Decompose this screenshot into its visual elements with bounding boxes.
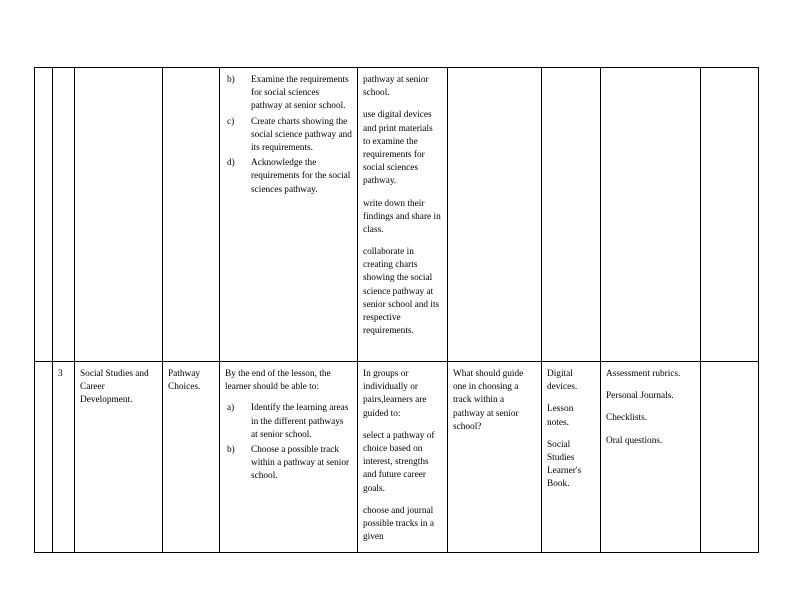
paragraph: Oral questions. — [606, 435, 663, 446]
paragraph: Digital devices. — [547, 369, 578, 393]
paragraph: Assessment rubrics. — [606, 369, 681, 379]
paragraph: select a pathway of choice based on interest, strengths and future career goals. — [363, 430, 435, 494]
list-item-text: Examine the requirements for social sciences pathway at senior school. — [251, 75, 349, 112]
list-item-marker: b) — [227, 75, 235, 85]
learning-outcomes-lead: By the end of the lesson, the learner should be able to: — [225, 369, 331, 393]
cell-learning-resources — [542, 362, 601, 553]
learning-outcomes-list — [225, 402, 352, 483]
paragraph: pathway at senior school. — [363, 75, 429, 99]
table-row — [35, 68, 759, 362]
cell-reflection — [701, 68, 759, 362]
cell-learning-outcomes — [220, 68, 358, 362]
list-item-marker: b) — [227, 444, 235, 455]
scheme-of-work-table — [34, 67, 759, 553]
paragraph: In groups or individually or pairs,learners are guided to: — [363, 369, 427, 419]
cell-assessment-methods — [601, 68, 701, 362]
paragraph: Personal Journals. — [606, 391, 674, 402]
list-item — [225, 74, 352, 114]
paragraph: collaborate in creating charts showing the social science pathway at senior school and its respective requirements. — [363, 247, 440, 337]
scheme-of-work-table-wrapper — [34, 67, 758, 553]
cell-assessment-methods — [601, 362, 701, 553]
list-item-marker: c) — [227, 116, 235, 127]
list-item-text: Create charts showing the social science pathway and its requirements. — [251, 116, 352, 153]
cell-week — [35, 68, 53, 362]
paragraph: use digital devices and print materials to examine the requirements for social sciences pathway. — [363, 110, 433, 187]
list-item — [225, 444, 352, 484]
list-item — [225, 116, 352, 156]
paragraph: Social Studies Learner's Book. — [547, 439, 582, 490]
cell-lesson-number — [53, 68, 75, 362]
cell-learning-outcomes — [220, 362, 358, 553]
paragraph: Checklists. — [606, 413, 648, 424]
cell-learning-resources — [542, 68, 601, 362]
list-item-marker: d) — [227, 158, 235, 169]
cell-learning-experiences — [358, 68, 448, 362]
cell-strand: Social Studies and Career Development. — [75, 362, 163, 553]
cell-learning-experiences — [358, 362, 448, 553]
cell-reflection — [701, 362, 759, 553]
cell-week — [35, 362, 53, 553]
list-item-text: Choose a possible track within a pathway at senior school. — [251, 444, 350, 482]
paragraph: write down their findings and share in class. — [363, 198, 441, 235]
learning-outcomes-list — [225, 74, 352, 197]
list-item — [225, 157, 352, 197]
list-item — [225, 402, 352, 442]
table-row — [35, 362, 759, 553]
list-item-marker: a) — [227, 403, 235, 414]
paragraph: Lesson notes. — [547, 404, 574, 428]
cell-sub-strand: Pathway Choices. — [163, 362, 220, 553]
paragraph: choose and journal possible tracks in a given — [363, 505, 435, 543]
list-item-text: Identify the learning areas in the different pathways at senior school. — [251, 403, 349, 440]
cell-sub-strand — [163, 68, 220, 362]
cell-key-inquiry-question: What should guide one in choosing a track within a pathway at senior school? — [448, 362, 542, 553]
list-item-text: Acknowledge the requirements for the social sciences pathway. — [251, 158, 351, 195]
cell-lesson-number: 3 — [53, 362, 75, 553]
cell-strand — [75, 68, 163, 362]
cell-key-inquiry-question — [448, 68, 542, 362]
